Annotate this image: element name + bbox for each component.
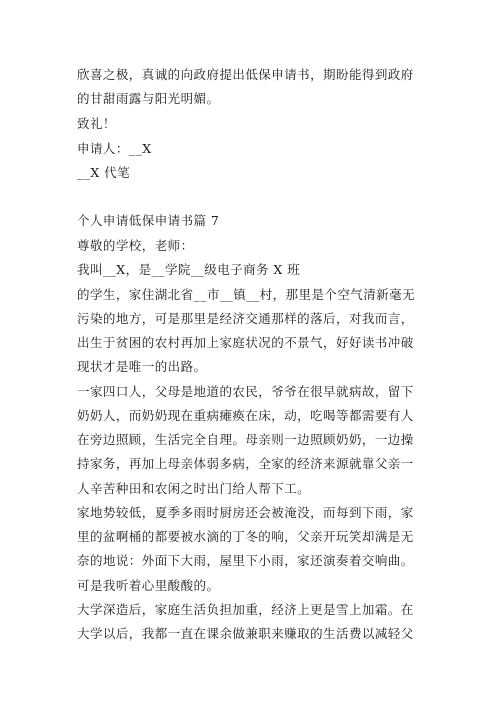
text-line-21: 奈的地说：外面下大雨，屋里下小雨，家还演奏着交响曲。 — [77, 553, 414, 568]
text-line-23: 大学深造后，家庭生活负担加重，经济上更是雪上加霜。在 — [77, 602, 414, 617]
text-line-24: 大学以后，我都一直在课余做兼职来赚取的生活费以减轻父 — [77, 626, 414, 641]
text-line-4: 申请人：__X — [77, 141, 152, 156]
text-line-2: 的甘甜雨露与阳光明媚。 — [77, 91, 220, 106]
text-line-16: 在旁边照顾，生活完全自理。母亲则一边照顾奶奶，一边操 — [77, 432, 414, 447]
text-line-15: 奶奶人，而奶奶现在重病瘫痪在床，动，吃喝等都需要有人 — [77, 408, 414, 423]
text-line-10: 的学生，家住湖北省__市__镇__村，那里是个空气清新毫无 — [77, 287, 416, 302]
text-line-22: 可是我听着心里酸酸的。 — [77, 578, 220, 593]
text-line-12: 出生于贫困的农村再加上家庭状况的不景气，好好读书冲破 — [77, 335, 414, 350]
text-line-13: 现状才是唯一的出路。 — [77, 359, 207, 374]
text-line-9: 我叫__X，是__学院__级电子商务 X 班 — [77, 262, 301, 277]
text-line-5: __X 代笔 — [77, 165, 131, 180]
text-line-17: 持家务，再加上母亲体弱多病，全家的经济来源就靠父亲一 — [77, 456, 414, 471]
text-line-11: 污染的地方，可是那里是经济交通那样的落后，对我而言， — [77, 311, 414, 326]
text-line-19: 家地势较低，夏季多雨时厨房还会被淹没，而每到下雨，家 — [77, 505, 414, 520]
section-title: 个人申请低保申请书篇 7 — [77, 213, 220, 228]
text-line-18: 人辛苦种田和农闲之时出门给人帮下工。 — [77, 481, 311, 496]
text-line-3: 致礼！ — [77, 116, 116, 131]
text-line-14: 一家四口人，父母是地道的农民，爷爷在很早就病故，留下 — [77, 384, 414, 399]
text-line-20: 里的盆啊桶的都要被水滴的丁冬的响，父亲开玩笑却满是无 — [77, 529, 414, 544]
salutation: 尊敬的学校，老师： — [77, 238, 194, 253]
text-line-1: 欣喜之极，真诚的向政府提出低保申请书，期盼能得到政府 — [77, 67, 414, 82]
